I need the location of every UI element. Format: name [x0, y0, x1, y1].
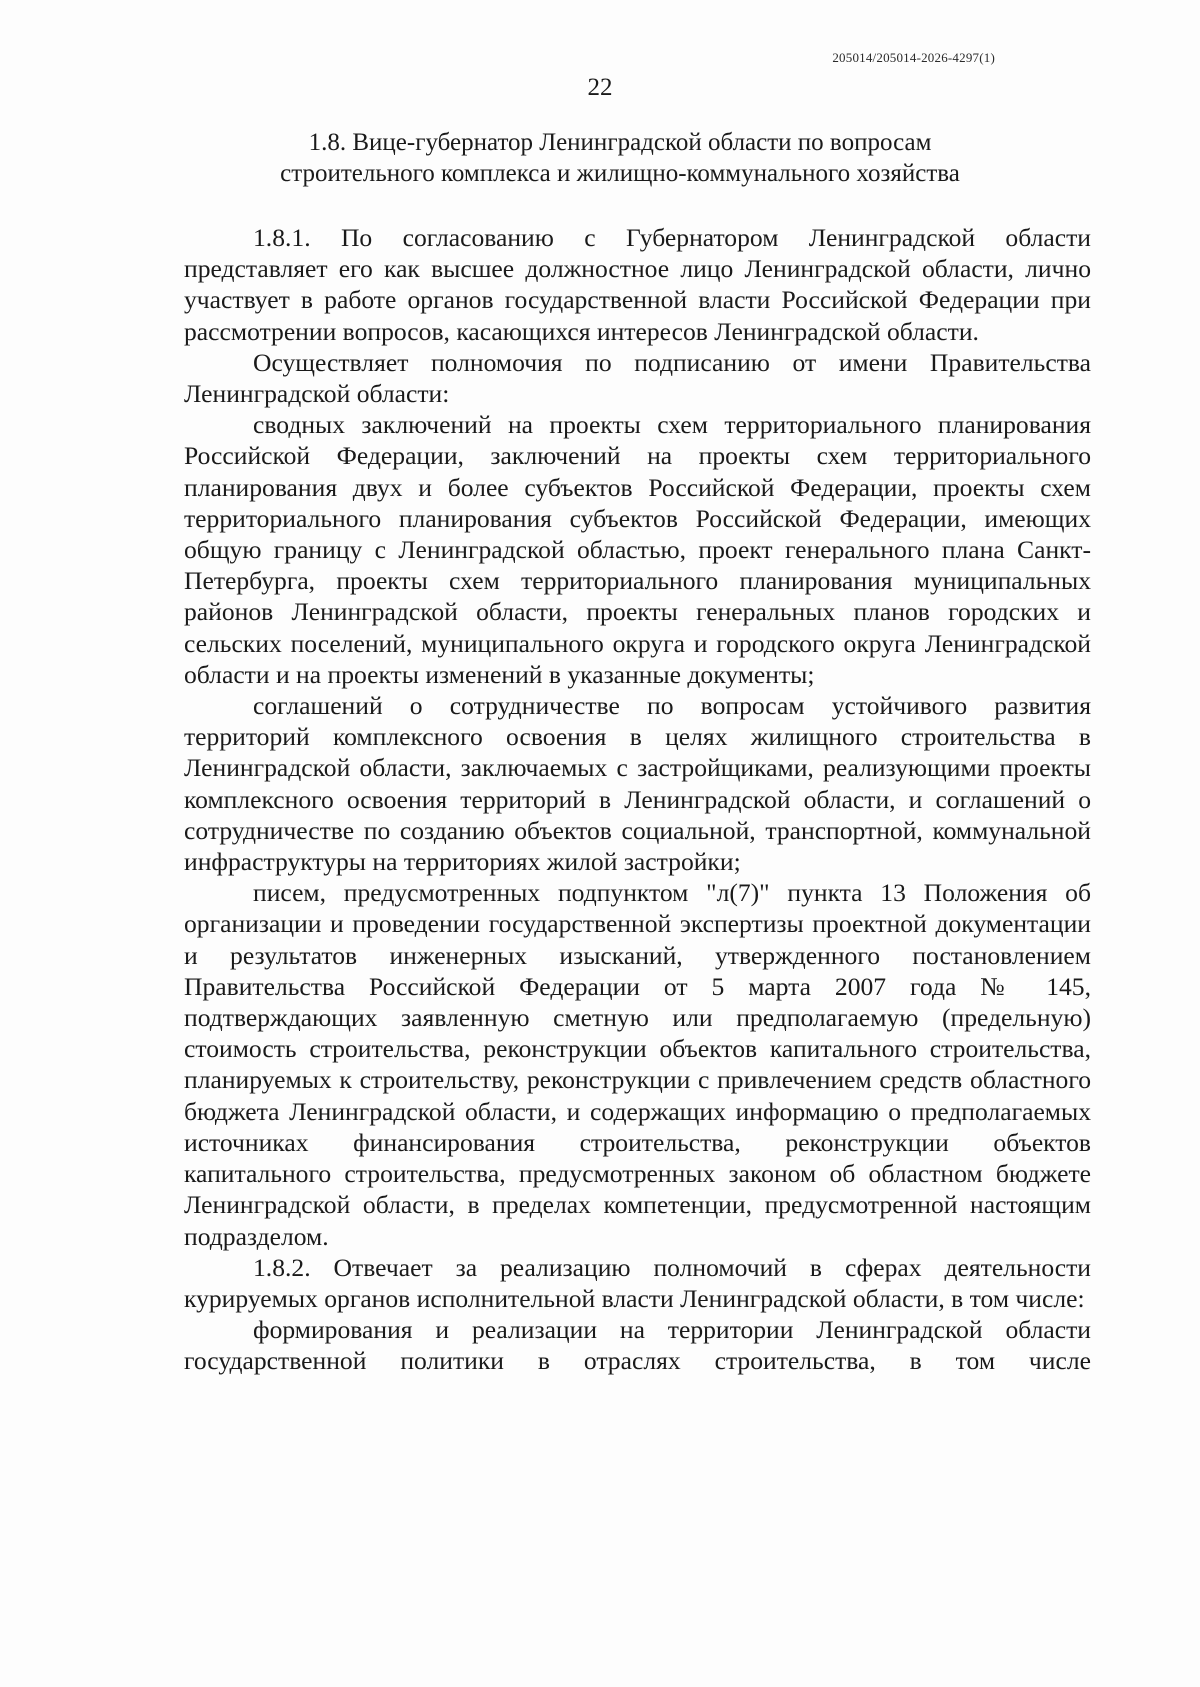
page-number: 22	[587, 74, 613, 101]
document-body	[184, 222, 1091, 1377]
paragraph-territorial-planning: сводных заключений на проекты схем территориального планирования Российской Федерации, заключений на проекты схем территориального планирования двух и более субъектов Российской Федерации, проекты схем территориального планирования субъектов Российской Федерации, имеющих общую границу с Ленинградской областью, проект генерального плана Санкт-Петербурга, проекты схем территориального планирования муниципальных районов Ленинградской области, проекты генеральных планов городских и сельских поселений, муниципального округа и городского округа Ленинградской области и на проекты изменений в указанные документы;	[184, 410, 1091, 689]
paragraph-state-policy: формирования и реализации на территории Ленинградской области государственной политики в отраслях строительства, в том числе	[184, 1315, 1091, 1376]
section-title	[160, 127, 1080, 189]
section-title-line-2: строительного комплекса и жилищно-коммунального хозяйства	[280, 160, 960, 187]
paragraph-letters: писем, предусмотренных подпунктом "л(7)" пункта 13 Положения об организации и проведении государственной экспертизы проектной документации и результатов инженерных изысканий, утвержденного постановлением Правительства Российской Федерации от 5 марта 2007 года № 145, подтверждающих заявленную сметную или предполагаемую (предельную) стоимость строительства, реконструкции объектов капитального строительства, планируемых к строительству, реконструкции с привлечением средств областного бюджета Ленинградской области, и содержащих информацию о предполагаемых источниках финансирования строительства, реконструкции объектов капитального строительства, предусмотренных законом об областном бюджете Ленинградской области, в пределах компетенции, предусмотренной настоящим подразделом.	[184, 878, 1091, 1251]
paragraph-1-8-2: 1.8.2. Отвечает за реализацию полномочий в сферах деятельности курируемых органов исполнительной власти Ленинградской области, в том числе:	[184, 1252, 1091, 1313]
document-number: 205014/205014-2026-4297(1)	[832, 50, 995, 65]
paragraph-cooperation-agreements: соглашений о сотрудничестве по вопросам устойчивого развития территорий комплексного освоения в целях жилищного строительства в Ленинградской области, заключаемых с застройщиками, реализующими проекты комплексного освоения территорий в Ленинградской области, и соглашений о сотрудничестве по созданию объектов социальной, транспортной, коммунальной инфраструктуры на территориях жилой застройки;	[184, 691, 1091, 877]
paragraph-signing-powers: Осуществляет полномочия по подписанию от имени Правительства Ленинградской области:	[184, 347, 1091, 409]
paragraph-1-8-1: 1.8.1. По согласованию с Губернатором Ленинградской области представляет его как высшее должностное лицо Ленинградской области, лично участвует в работе органов государственной власти Российской Федерации при рассмотрении вопросов, касающихся интересов Ленинградской области.	[184, 223, 1091, 346]
section-title-line-1: 1.8. Вице-губернатор Ленинградской области по вопросам	[308, 129, 932, 156]
